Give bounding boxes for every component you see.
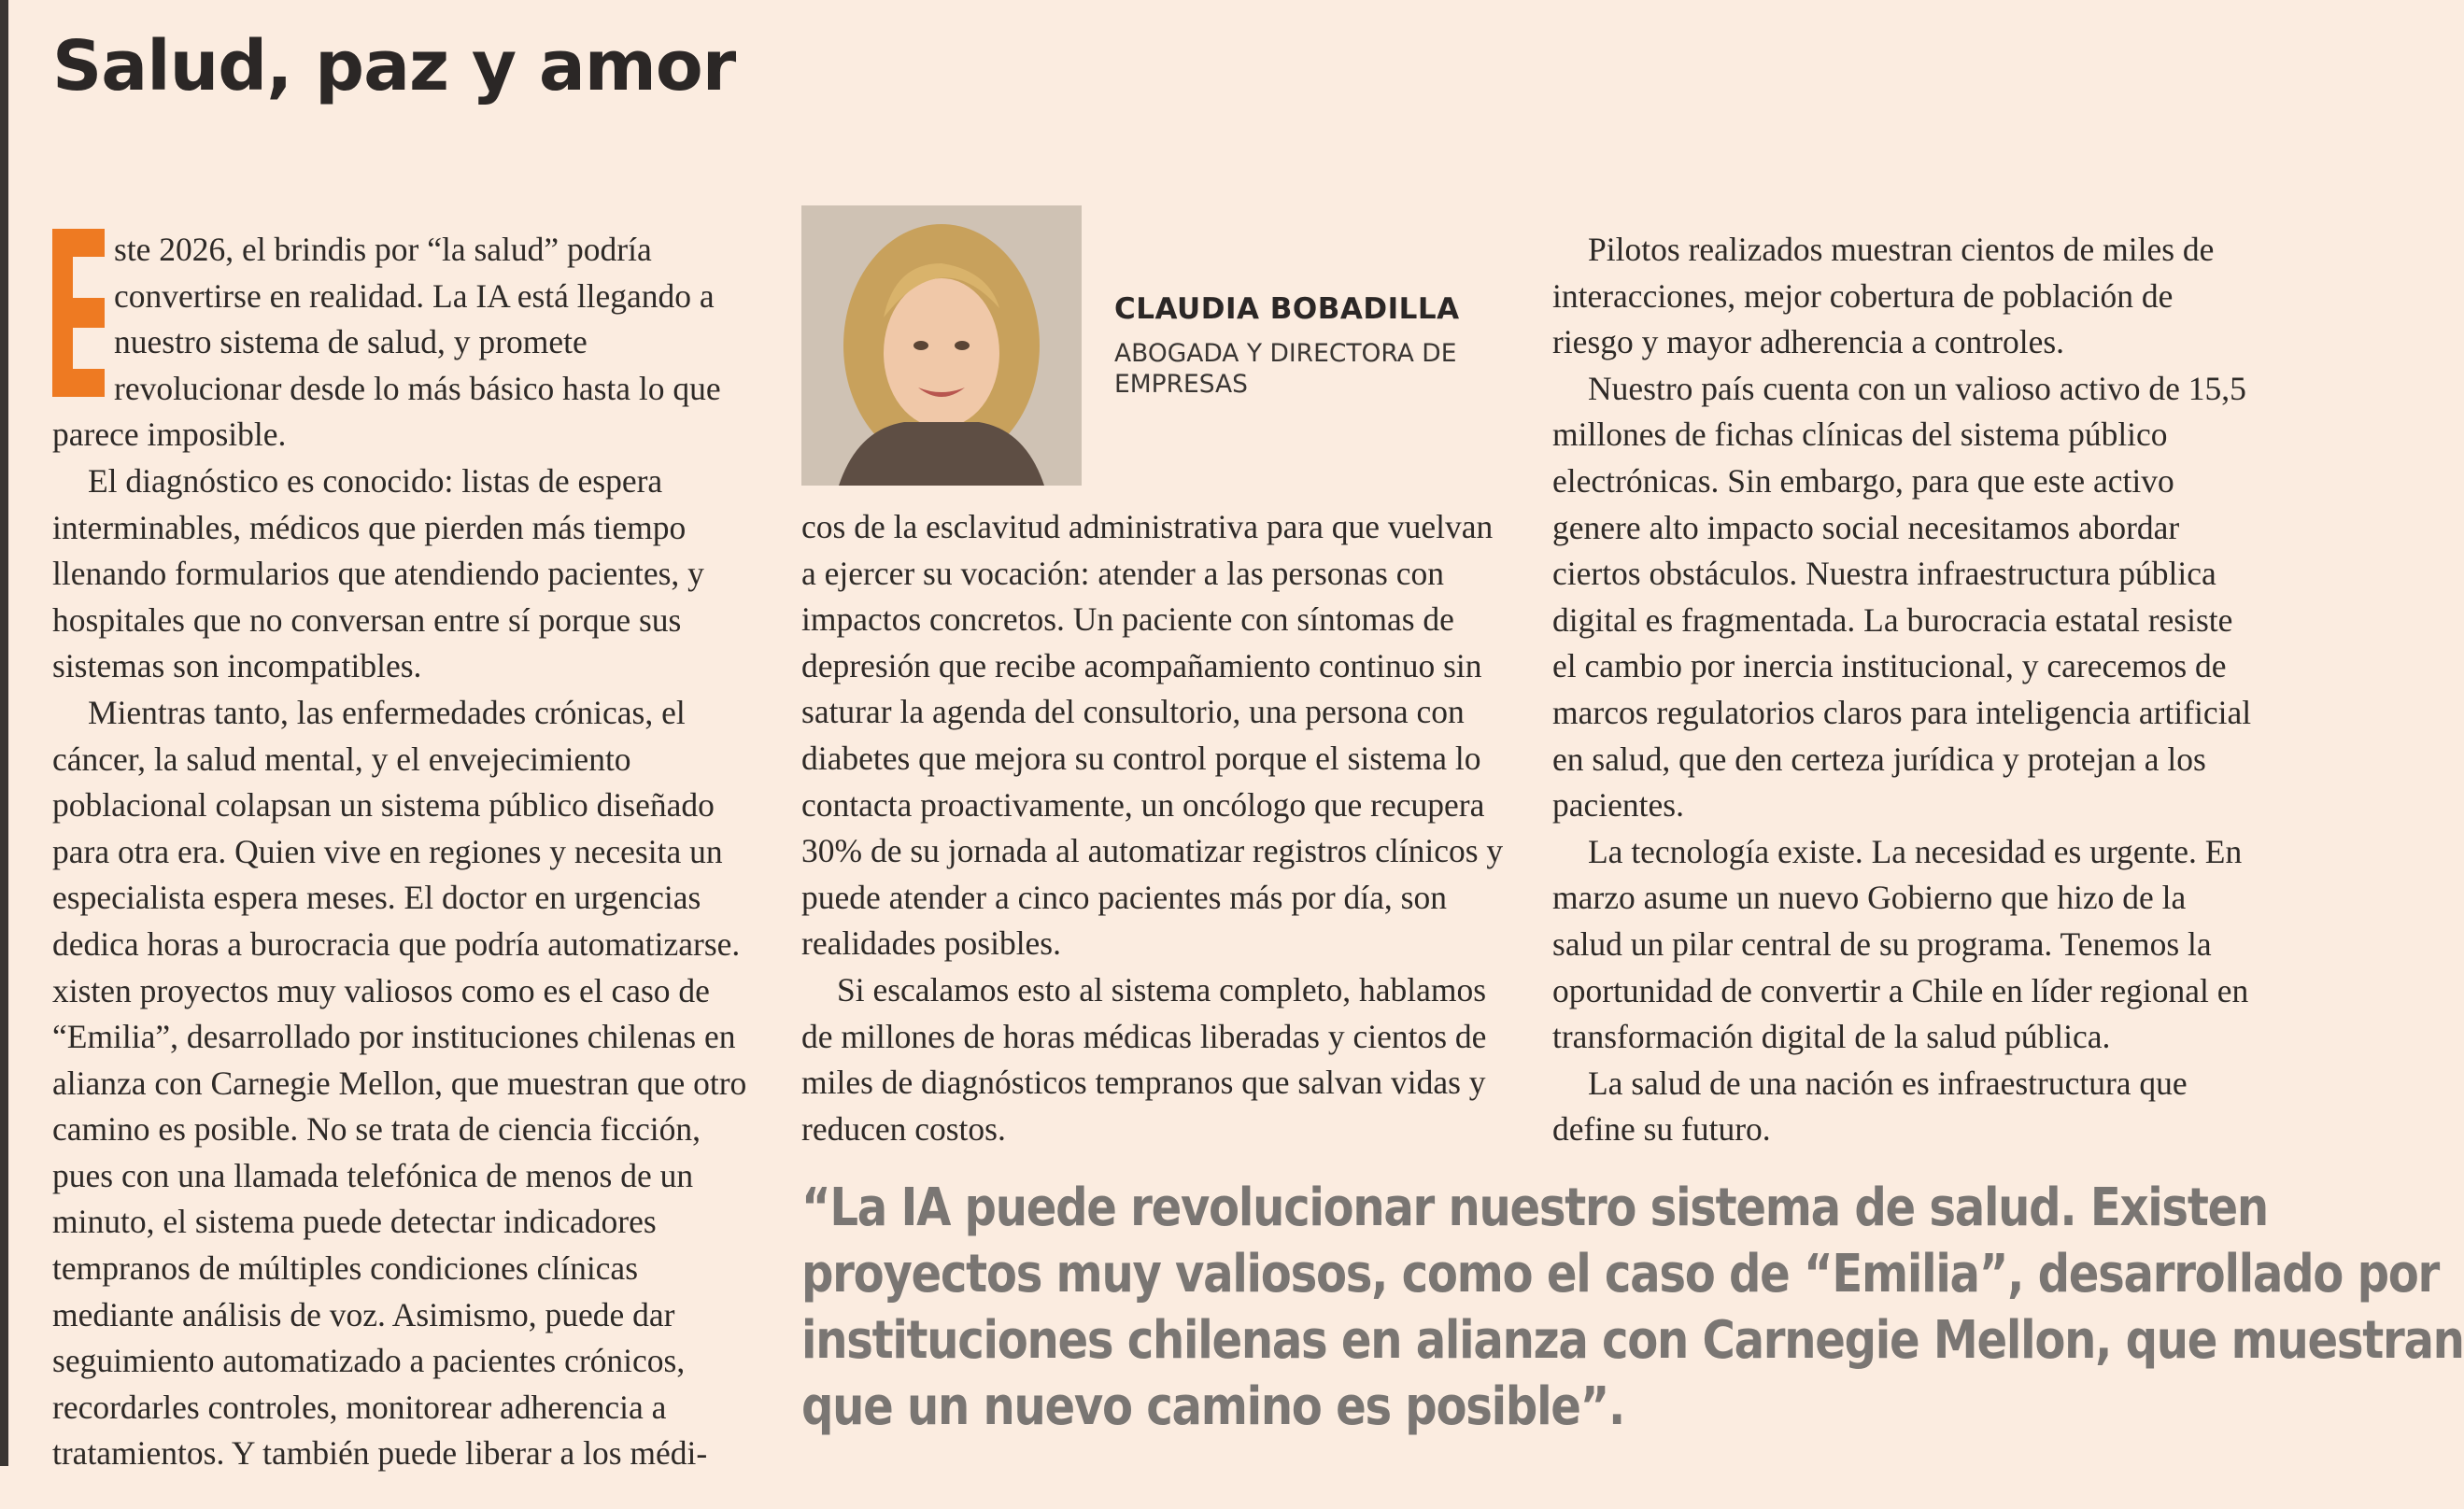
pull-quote bbox=[801, 1175, 2464, 1440]
pull-quote-line: que un nuevo camino es posible”. bbox=[801, 1376, 1625, 1437]
paragraph: Pilotos realizados muestran cientos de miles de interacciones, mejor cobertura de población de riesgo y mayor adherencia a controles. bbox=[1552, 231, 2215, 361]
author-photo bbox=[801, 205, 1082, 486]
author-role: ABOGADA Y DIRECTORA DE EMPRESAS bbox=[1114, 339, 1457, 399]
pull-quote-line: instituciones chilenas en alianza con Carnegie Mellon, que muestran bbox=[801, 1310, 2464, 1371]
paragraph: Nuestro país cuenta con un valioso activo de 15,5 millones de fichas clínicas del sistema público electrónicas. Sin embargo, para que este activo genere alto impacto social necesitamos abordar ciertos obstáculos. Nuestra infraestructura pública digital es fragmentada. La burocracia estatal resiste el cambio por inercia institucional, y carecemos de marcos regulatorios claros para inteligencia artificial en salud, que den certeza jurídica y protejan a los pacientes. bbox=[1552, 369, 2252, 825]
column-1 bbox=[52, 227, 748, 1477]
column-3 bbox=[1552, 227, 2253, 1153]
headline: Salud, paz y amor bbox=[52, 26, 736, 106]
paragraph: El diagnóstico es conocido: listas de espera interminables, médicos que pierden más tiempo llenando formularios que atendiendo pacientes, y hospitales que no conversan entre sí porque sus sistemas son incompatibles. bbox=[52, 461, 704, 685]
pull-quote-line: proyectos muy valiosos, como el caso de “Emilia”, desarrollado por bbox=[801, 1244, 2440, 1305]
author-name: CLAUDIA BOBADILLA bbox=[1114, 292, 1460, 326]
drop-cap bbox=[52, 229, 105, 397]
author-portrait-icon bbox=[801, 205, 1082, 486]
paragraph: Mientras tanto, las enfermedades crónicas, el cáncer, la salud mental, y el envejecimiento poblacional colapsan un sistema público diseñado para otra era. Quien vive en regiones y necesita un especialista espera meses. El doctor en urgencias dedica horas a burocracia que podría automatizarse. xisten proyectos muy valiosos como es el caso de “Emilia”, desarrollado por instituciones chilenas en alianza con Carnegie Mellon, que muestran que otro camino es posible. No se trata de ciencia ficción, pues con una llamada telefónica de menos de un minuto, el sistema puede detectar indicadores tempranos de múltiples condiciones clínicas mediante análisis de voz. Asimismo, puede dar seguimiento automatizado a pacientes crónicos, recordarles controles, monitorear adherencia a tratamientos. Y también puede liberar a los médi- bbox=[52, 693, 747, 1473]
left-rule bbox=[0, 0, 8, 1466]
paragraph: La salud de una nación es infraestructura que define su futuro. bbox=[1552, 1064, 2188, 1149]
paragraph: ste 2026, el brindis por “la salud” podría convertirse en realidad. La IA está llegando a nuestro sistema de salud, y promete revolucionar desde lo más básico hasta lo que parece imposible. bbox=[52, 231, 721, 454]
column-2 bbox=[801, 504, 1509, 1152]
paragraph: cos de la esclavitud administrativa para que vuelvan a ejercer su vocación: atender a las personas con impactos concretos. Un paciente con síntomas de depresión que recibe acompañamiento continuo sin saturar la agenda del consultorio, una persona con diabetes que mejora su control porque el sistema lo contacta proactivamente, un oncólogo que recupera 30% de su jornada al automatizar registros clínicos y puede atender a cinco pacientes más por día, son realidades posibles. bbox=[801, 508, 1504, 963]
paragraph: Si escalamos esto al sistema completo, hablamos de millones de horas médicas liberadas y cientos de miles de diagnósticos tempranos que salvan vidas y reducen costos. bbox=[801, 970, 1487, 1148]
pull-quote-line: “La IA puede revolucionar nuestro sistema de salud. Existen bbox=[801, 1178, 2268, 1238]
paragraph: La tecnología existe. La necesidad es urgente. En marzo asume un nuevo Gobierno que hizo de la salud un pilar central de su programa. Tenemos la oportunidad de convertir a Chile en líder regional en transformación digital de la salud pública. bbox=[1552, 832, 2249, 1056]
